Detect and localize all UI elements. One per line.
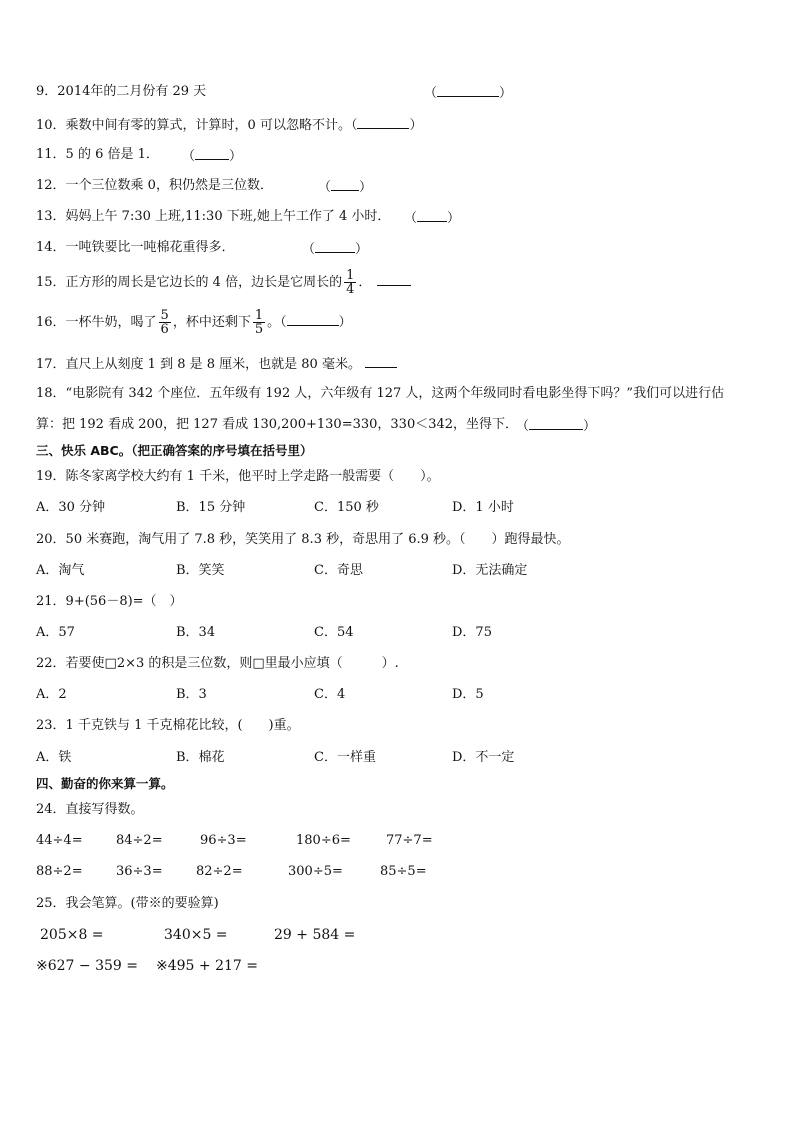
- question-12: [36, 178, 273, 194]
- question-12-answer[interactable]: （ ）: [318, 180, 373, 195]
- answer-blank[interactable]: [287, 313, 339, 326]
- question-13-answer[interactable]: （ ）: [404, 211, 461, 226]
- oral-calc-item: 82÷2=: [196, 864, 243, 879]
- question-23: 23．1 千克铁与 1 千克棉花比较，( )重。: [36, 718, 300, 733]
- question-15: 15．正方形的周长是它边长的 4 倍，边长是它周长的 $\frac{1}{4}$ ．: [36, 268, 411, 298]
- question-9: [36, 84, 206, 100]
- answer-blank[interactable]: [357, 116, 409, 129]
- question-11-text: 11．5 的 6 倍是 1．: [36, 147, 159, 162]
- section-4-heading: 四、勤奋的你来算一算。: [36, 776, 174, 791]
- option-b[interactable]: B．34: [176, 625, 216, 640]
- answer-blank[interactable]: [331, 178, 359, 191]
- question-13: [36, 209, 390, 225]
- question-16: 16．一杯牛奶，喝了 $\frac{5}{6}$ ，杯中还剩下 $\frac{1}{5}$ 。（ ）: [36, 308, 352, 337]
- fraction-five-sixths: $\frac{5}{6}$: [160, 308, 169, 337]
- answer-blank[interactable]: [529, 417, 583, 430]
- section-3-heading: 三、快乐 ABC。（把正确答案的序号填在括号里）: [36, 443, 313, 458]
- oral-calc-item: 96÷3=: [200, 833, 247, 848]
- oral-calc-item: 300÷5=: [288, 864, 343, 879]
- question-13-text: 13．妈妈上午 7:30 上班,11:30 下班,她上午工作了 4 小时．: [36, 209, 391, 224]
- answer-blank[interactable]: [377, 273, 411, 286]
- written-calc-item-check: ※495 + 217 =: [156, 958, 258, 974]
- option-c[interactable]: C．4: [314, 687, 346, 702]
- question-9-answer[interactable]: （ ）: [424, 86, 513, 101]
- option-d[interactable]: D．无法确定: [452, 563, 528, 578]
- written-calc-item-check: ※627 − 359 =: [36, 958, 138, 974]
- question-18-answer[interactable]: （ ）: [516, 419, 597, 434]
- option-c[interactable]: C．一样重: [314, 750, 376, 765]
- question-25: 25．我会笔算。(带※的要验算): [36, 896, 219, 911]
- question-18-line-2: 算：把 192 看成 200，把 127 看成 130,200+130=330，330＜342，坐得下．: [36, 417, 519, 432]
- answer-blank[interactable]: [315, 240, 355, 253]
- written-calc-item: 205×8 =: [40, 927, 104, 943]
- question-24: 24．直接写得数。: [36, 802, 144, 817]
- oral-calc-item: 77÷7=: [386, 833, 433, 848]
- question-16-text: 16．一杯牛奶，喝了: [36, 315, 157, 330]
- option-b[interactable]: B．15 分钟: [176, 500, 246, 515]
- question-18-line-1: 18．“电影院有 342 个座位．五年级有 192 人，六年级有 127 人，这两个年级同时看电影坐得下吗？”我们可以进行估: [36, 386, 725, 401]
- answer-blank[interactable]: [365, 355, 397, 368]
- option-b[interactable]: B．棉花: [176, 750, 225, 765]
- question-19: 19．陈冬家离学校大约有 1 千米，他平时上学走路一般需要（ ）。: [36, 469, 440, 484]
- oral-calc-item: 88÷2=: [36, 864, 83, 879]
- option-c[interactable]: C．奇思: [314, 563, 363, 578]
- option-b[interactable]: B．3: [176, 687, 207, 702]
- written-calc-item: 29 + 584 =: [274, 927, 356, 943]
- question-15-text: 15．正方形的周长是它边长的 4 倍，边长是它周长的: [36, 275, 343, 290]
- question-17-text: 17．直尺上从刻度 1 到 8 是 8 厘米，也就是 80 毫米。: [36, 357, 361, 372]
- question-11: [36, 147, 159, 163]
- question-14-answer[interactable]: （ ）: [302, 242, 369, 257]
- option-d[interactable]: D．不一定: [452, 750, 515, 765]
- oral-calc-item: 84÷2=: [116, 833, 163, 848]
- answer-blank[interactable]: [417, 209, 447, 222]
- option-a[interactable]: A．铁: [36, 750, 72, 765]
- question-17: [36, 355, 397, 373]
- option-d[interactable]: D．5: [452, 687, 484, 702]
- oral-calc-item: 44÷4=: [36, 833, 83, 848]
- oral-calc-item: 36÷3=: [116, 864, 163, 879]
- option-b[interactable]: B．笑笑: [176, 563, 225, 578]
- option-c[interactable]: C．150 秒: [314, 500, 379, 515]
- question-10: 10．乘数中间有零的算式，计算时，0 可以忽略不计。（ ）: [36, 118, 423, 133]
- answer-blank[interactable]: [195, 147, 229, 160]
- option-a[interactable]: A．57: [36, 625, 75, 640]
- answer-blank[interactable]: [437, 84, 499, 97]
- fraction-one-quarter: $\frac{1}{4}$: [346, 268, 355, 297]
- question-20: 20．50 米赛跑，淘气用了 7.8 秒，笑笑用了 8.3 秒，奇思用了 6.9 秒。（ ）跑得最快。: [36, 532, 570, 547]
- question-11-answer[interactable]: （ ）: [182, 149, 243, 164]
- question-21: 21．9+(56－8)=（ ）: [36, 594, 183, 609]
- option-a[interactable]: A．2: [36, 687, 67, 702]
- oral-calc-item: 180÷6=: [296, 833, 351, 848]
- option-a[interactable]: A．淘气: [36, 563, 85, 578]
- question-14-text: 14．一吨铁要比一吨棉花重得多．: [36, 240, 235, 255]
- option-a[interactable]: A．30 分钟: [36, 500, 106, 515]
- option-d[interactable]: D．75: [452, 625, 492, 640]
- oral-calc-item: 85÷5=: [380, 864, 427, 879]
- option-d[interactable]: D．1 小时: [452, 500, 514, 515]
- question-22: 22．若要使□2×3 的积是三位数，则□里最小应填（ ）.: [36, 656, 399, 671]
- question-14: [36, 240, 235, 256]
- question-12-text: 12．一个三位数乘 0，积仍然是三位数．: [36, 178, 273, 193]
- option-c[interactable]: C．54: [314, 625, 354, 640]
- question-9-text: 9．2014年的二月份有 29 天: [36, 84, 207, 99]
- written-calc-item: 340×5 =: [164, 927, 228, 943]
- question-10-text: 10．乘数中间有零的算式，计算时，0 可以忽略不计。（: [36, 118, 358, 133]
- fraction-one-fifth: $\frac{1}{5}$: [254, 308, 264, 337]
